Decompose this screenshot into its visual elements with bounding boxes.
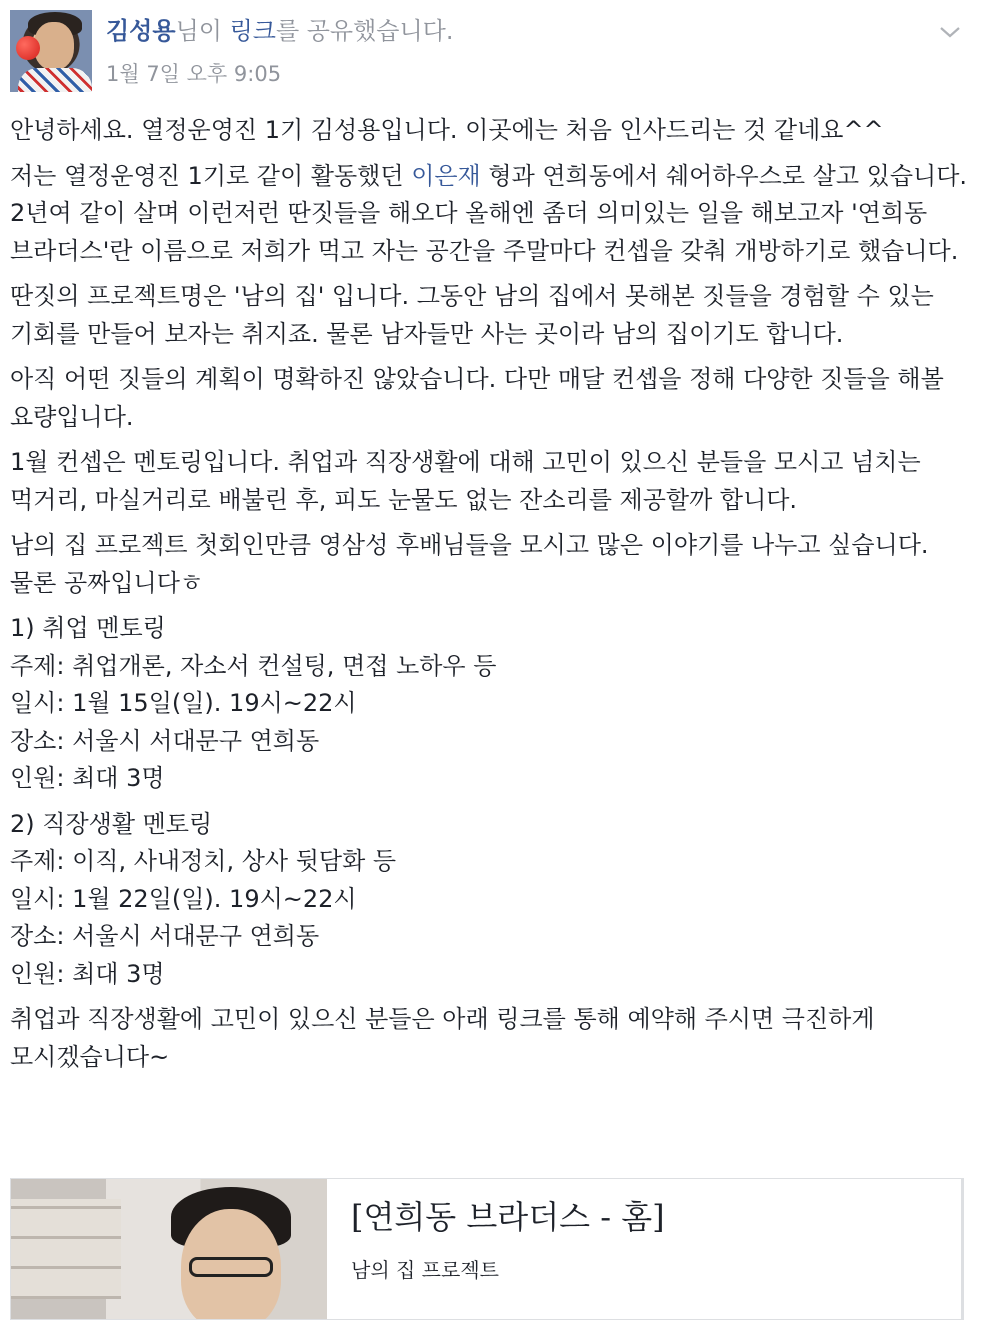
- session-2-place: 장소: 서울시 서대문구 연희동: [10, 922, 320, 950]
- link-preview-subtitle: 남의 집 프로젝트: [351, 1258, 499, 1282]
- session-2-people: 인원: 최대 3명: [10, 959, 165, 988]
- link-preview-image[interactable]: [11, 1179, 327, 1319]
- link-preview-card[interactable]: [10, 1178, 964, 1320]
- intro-text-end: 형과 연희동에서 쉐어하우스로 살고 있습니다. 2년여 같이 살며 이런저런 딴짓들을 해오다 올해엔 좀더 의미있는 일을 해보고자 '연희동 브라더스'란 이름으로 저희가 먹고 자는 공간을 주말마다 컨셉을 갖춰 개방하기로 했습니다.: [10, 161, 968, 265]
- paragraph-greeting: 안녕하세요. 열정운영진 1기 김성용입니다. 이곳에는 처음 인사드리는 것 같네요^^: [10, 116, 884, 144]
- paragraph-project-name: 딴짓의 프로젝트명은 '남의 집' 입니다. 그동안 남의 집에서 못해본 짓들을 경험할 수 있는 기회를 만들어 보자는 취지죠. 물론 남자들만 사는 곳이라 남의 집이기도 합니다.: [10, 282, 934, 348]
- paragraph-concept: 1월 컨셉은 멘토링입니다. 취업과 직장생활에 대해 고민이 있으신 분들을 모시고 넘치는 먹거리, 마실거리로 배불린 후, 피도 눈물도 없는 잔소리를 제공할까 합니다.: [10, 448, 921, 514]
- paragraph-plan: 아직 어떤 짓들의 계획이 명확하진 않았습니다. 다만 매달 컨셉을 정해 다양한 짓들을 해볼 요량입니다.: [10, 365, 944, 431]
- chevron-down-icon[interactable]: [938, 20, 962, 44]
- avatar[interactable]: [10, 10, 92, 92]
- session-1-people: 인원: 최대 3명: [10, 764, 165, 792]
- mention-link[interactable]: 이은재: [411, 161, 481, 190]
- paragraph-intro: [10, 158, 974, 271]
- post-header: [10, 8, 974, 90]
- action-prefix: 님이: [175, 17, 230, 45]
- post-timestamp[interactable]: 1월 7일 오후 9:05: [106, 62, 282, 86]
- post-title-line: [106, 14, 453, 48]
- session-2-topic: 주제: 이직, 사내정치, 상사 뒷담화 등: [10, 847, 397, 875]
- author-name-link[interactable]: 김성용: [106, 17, 176, 45]
- session-1-place: 장소: 서울시 서대문구 연희동: [10, 726, 320, 755]
- paragraph-invitation: 남의 집 프로젝트 첫회인만큼 영삼성 후배님들을 모시고 많은 이야기를 나누고 싶습니다. 물론 공짜입니다ㅎ: [10, 531, 929, 597]
- intro-text-start: 저는 열정운영진 1기로 같이 활동했던: [10, 161, 412, 190]
- paragraph-closing: 취업과 직장생활에 고민이 있으신 분들은 아래 링크를 통해 예약해 주시면 극진하게 모시겠습니다~: [10, 1005, 875, 1071]
- session-1-date: 일시: 1월 15일(일). 19시~22시: [10, 689, 357, 717]
- session-2-title: 2) 직장생활 멘토링: [10, 809, 213, 838]
- action-suffix: 를 공유했습니다.: [275, 17, 454, 45]
- session-1: [10, 610, 974, 798]
- shared-link-word[interactable]: 링크: [229, 17, 276, 45]
- session-2-date: 일시: 1월 22일(일). 19시~22시: [10, 884, 357, 913]
- link-preview-title[interactable]: [연희동 브라더스 - 홈]: [351, 1198, 665, 1236]
- session-2: [10, 806, 974, 994]
- post-body: [10, 112, 974, 1084]
- session-1-topic: 주제: 취업개론, 자소서 컨설팅, 면접 노하우 등: [10, 651, 497, 680]
- link-preview-text[interactable]: [351, 1195, 665, 1283]
- session-1-title: 1) 취업 멘토링: [10, 614, 166, 642]
